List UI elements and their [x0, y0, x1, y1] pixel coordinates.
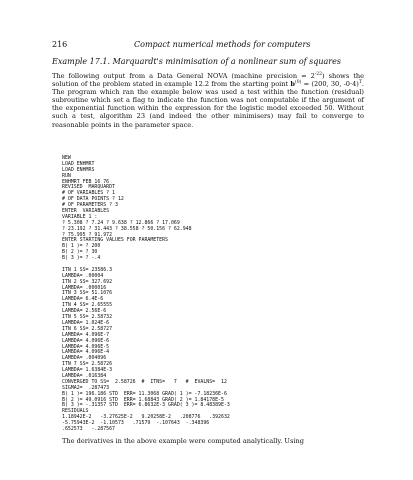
output-line: LAMBDA= 1.024E-6	[62, 319, 110, 326]
output-line: RUN	[62, 172, 71, 179]
example-title: Example 17.1. Marquardt's minimisation of a nonlinear sum of squares	[52, 57, 341, 66]
output-line: B( 1 )= ? 200	[62, 243, 101, 250]
output-line: LAMBDA= .016384	[62, 372, 107, 379]
transpose-superscript: T	[358, 79, 362, 85]
para-text-4: . The program which ran the example below was used a test within the function (residual) subroutine which set a flag to indicate the function was not computable if the argument of the exponential function within the expression for the logistic model exceeded 50. Without such a test, algorithm 23 (and indeed the other minimisers) may fail to converge to reasonable points in the parameter space.	[52, 80, 364, 129]
output-line: # OF PARAMETERS ? 3	[62, 202, 118, 209]
output-line: # OF DATA POINTS ? 12	[62, 196, 124, 203]
page-header	[52, 40, 362, 52]
output-line: CONVERGED TO SS= 2.58726 # ITNS= 7 # EVALNS= 12	[62, 378, 227, 385]
output-line: LAMBDA= .000016	[62, 284, 107, 291]
output-line: ITN 3 SS= 51.1076	[62, 290, 113, 297]
output-line: # OF VARIABLES ? 1	[62, 190, 115, 197]
output-line: ENTER STARTING VALUES FOR PARAMETERS	[62, 237, 168, 244]
output-line: ITN 1 SS= 23586.3	[62, 266, 113, 273]
output-line: ? 5.308 ? 7.24 ? 9.638 ? 12.866 ? 17.069	[62, 219, 180, 226]
output-line: SIGMA2= .287473	[62, 384, 110, 391]
output-line: LAMBDA= 4.096E-4	[62, 349, 110, 356]
para-text-2: ) shows the solution of the problem stated in example 12.2 from the starting point	[52, 72, 364, 89]
output-line: B( 1 )= 196.186 STD ERR= 11.3068 GRAD( 1 )= -7.18236E-6	[62, 390, 227, 397]
output-line: REVISED MARQUARDT	[62, 184, 115, 191]
output-line: LAMBDA= .00004	[62, 272, 104, 279]
output-line: -5.75943E-2 -1.10573 .71579 -.107643 -.348396	[62, 420, 210, 427]
output-line: LAMBDA= 2.56E-6	[62, 308, 107, 315]
vector-b: b	[290, 80, 296, 89]
output-line: VARIABLE 1 :	[62, 213, 98, 220]
output-line: ITN 5 SS= 2.58732	[62, 314, 113, 321]
page-number: 216	[52, 40, 68, 49]
footer-sentence: The derivatives in the above example were computed analytically. Using	[62, 437, 304, 445]
output-line: LAMBDA= 4.096E-5	[62, 343, 110, 350]
output-line: B( 2 )= ? 30	[62, 249, 98, 256]
output-line: LAMBDA= .004096	[62, 355, 107, 362]
output-line: LAMBDA= 1.6384E-3	[62, 367, 113, 374]
output-line: ITN 7 SS= 2.58726	[62, 361, 113, 368]
output-line: ITN 6 SS= 2.58727	[62, 325, 113, 332]
output-line: RESIDUALS	[62, 408, 89, 415]
running-title: Compact numerical methods for computers	[134, 40, 311, 49]
output-line: ? 75.995 ? 91.972	[62, 231, 113, 238]
output-line: B( 2 )= 49.0916 STD ERR= 1.68843 GRAD( 2 )= 1.84178E-5	[62, 396, 224, 403]
output-line: .652573 -.287567	[62, 425, 115, 432]
para-text-1: The following output from a Data General NOVA (machine precision = 2	[52, 72, 315, 80]
output-line: B( 3 )= -.31357 STD ERR= 6.8632E-3 GRAD( 3 )= 8.48389E-3	[62, 402, 230, 409]
program-output	[62, 156, 362, 433]
output-line: ENHMRT FEB 16 76	[62, 178, 110, 185]
intro-paragraph	[52, 72, 364, 129]
output-line: ENTER VARIABLES	[62, 208, 110, 215]
output-line: LAMBDA= 4.096E-6	[62, 337, 110, 344]
output-line: 1.18942E-2 -3.27625E-2 9.20258E-2 .208776 .392632	[62, 414, 230, 421]
output-line: ITN 2 SS= 327.692	[62, 278, 113, 285]
output-line: NEW	[62, 155, 71, 161]
output-line: ITN 4 SS= 2.65555	[62, 302, 113, 309]
output-line: LOAD ENHMRS	[62, 166, 95, 173]
output-line: B( 3 )= ? -.4	[62, 255, 101, 262]
output-line: LAMBDA= 6.4E-6	[62, 296, 104, 303]
vector-b-superscript: (0)	[295, 79, 302, 85]
precision-exponent: -22	[314, 71, 323, 77]
para-text-3: = (200, 30, -0·4)	[301, 80, 359, 89]
output-line: ? 23.192 ? 31.443 ? 38.558 ? 50.156 ? 62.948	[62, 225, 192, 232]
output-line: LOAD ENHMRT	[62, 160, 95, 167]
output-line: LAMBDA= 4.096E-7	[62, 331, 110, 338]
